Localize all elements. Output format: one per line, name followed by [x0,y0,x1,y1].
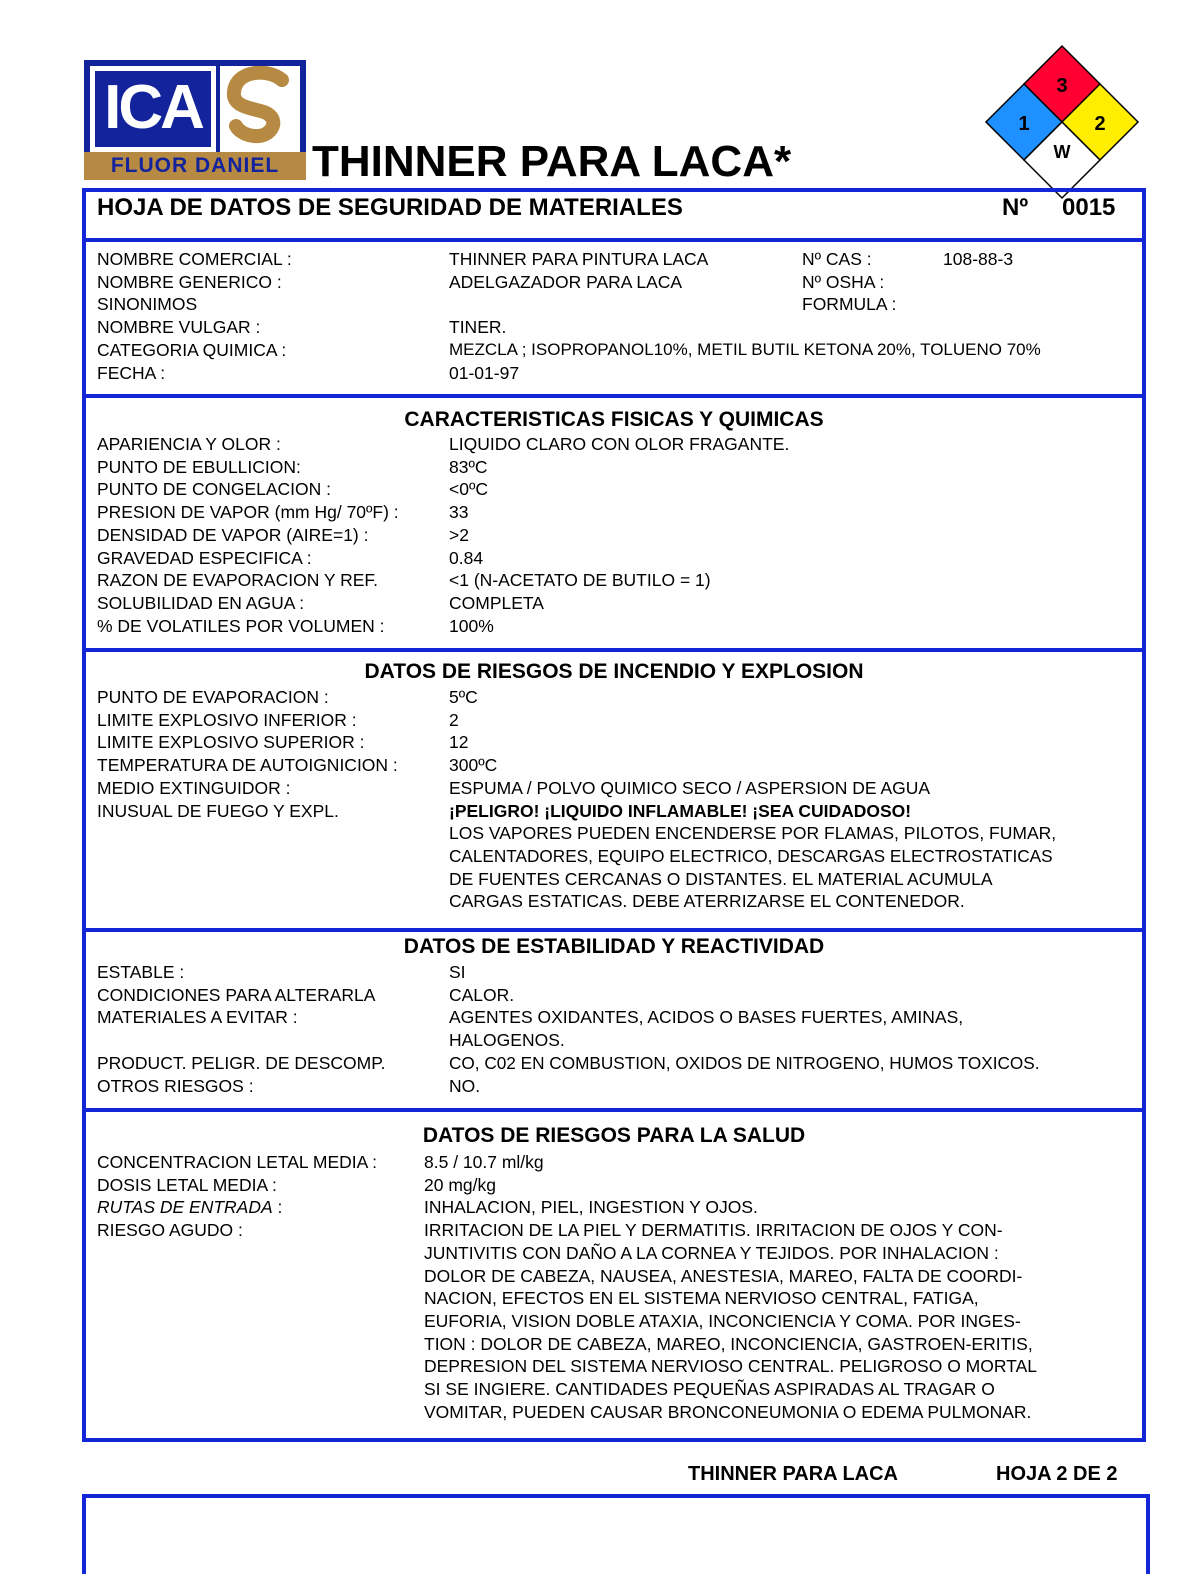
cas-value: 108-88-3 [943,249,1014,269]
ident-label: SINONIMOS [97,294,198,315]
logo-fluor-daniel-text: FLUOR DANIEL [84,152,306,180]
health-section-title: DATOS DE RIESGOS PARA LA SALUD [422,1124,806,1147]
nfpa-flammability: 3 [1056,75,1068,97]
osha-label: Nº OSHA : [802,271,885,292]
stab-value: AGENTES OXIDANTES, ACIDOS O BASES FUERTES, AMINAS, [449,1007,964,1028]
routes-label-suffix: : [272,1197,283,1218]
fire-note-line: CALENTADORES, EQUIPO ELECTRICO, DESCARGAS ELECTROSTATICAS [449,845,1053,866]
next-page-frame [82,1494,1150,1574]
health-label: CONCENTRACION LETAL MEDIA : [97,1152,378,1172]
logo-ica-text: ICA [90,66,216,152]
fire-value: 300ºC [449,755,498,776]
cas-label: Nº CAS : [802,249,872,269]
nfpa-health: 1 [1018,113,1030,135]
fire-label: LIMITE EXPLOSIVO SUPERIOR : [97,732,365,753]
phys-label: APARIENCIA Y OLOR : [97,434,281,454]
stab-label: ESTABLE : [97,962,185,982]
fire-value: ESPUMA / POLVO QUIMICO SECO / ASPERSION DE AGUA [449,777,931,798]
fire-label: PUNTO DE EVAPORACION : [97,687,329,707]
phys-value: <1 (N-ACETATO DE BUTILO = 1) [449,570,711,591]
health-label [97,1196,282,1219]
fire-note-line: DE FUENTES CERCANAS O DISTANTES. EL MATERIAL ACUMULA [449,868,993,889]
routes-label: RUTAS DE ENTRADA [97,1197,273,1218]
fire-label: LIMITE EXPLOSIVO INFERIOR : [97,709,357,730]
stab-label: MATERIALES A EVITAR : [97,1007,298,1028]
ident-value: MEZCLA ; ISOPROPANOL10%, METIL BUTIL KETONA 20%, TOLUENO 70% [449,339,1041,359]
nfpa-hazard-diamond [984,44,1140,200]
health-note-line: VOMITAR, PUEDEN CAUSAR BRONCONEUMONIA O EDEMA PULMONAR. [424,1401,1032,1422]
phys-label: % DE VOLATILES POR VOLUMEN : [97,615,385,636]
ident-label: NOMBRE GENERICO : [97,271,282,292]
logo-emblem [220,66,300,152]
health-label: RIESGO AGUDO : [97,1220,243,1241]
phys-value: COMPLETA [449,592,544,613]
stab-value: SI [449,962,466,982]
health-note-line: SI SE INGIERE. CANTIDADES PEQUEÑAS ASPIRADAS AL TRAGAR O [424,1379,995,1399]
stability-section-title: DATOS DE ESTABILIDAD Y REACTIVIDAD [403,935,825,958]
phys-label: PUNTO DE CONGELACION : [97,479,332,500]
product-title: THINNER PARA LACA* [312,137,792,186]
phys-value: LIQUIDO CLARO CON OLOR FRAGANTE. [449,434,790,454]
nfpa-special: W [1053,142,1071,162]
health-label: DOSIS LETAL MEDIA : [97,1174,277,1195]
health-note-line: JUNTIVITIS CON DAÑO A LA CORNEA Y TEJIDOS. POR INHALACION : [424,1242,999,1263]
ident-label: FECHA : [97,362,166,383]
ident-label: NOMBRE VULGAR : [97,317,261,338]
health-value: INHALACION, PIEL, INGESTION Y OJOS. [424,1197,758,1218]
stab-label: CONDICIONES PARA ALTERARLA [97,984,376,1005]
health-value: 8.5 / 10.7 ml/kg [424,1152,544,1172]
ident-value: TINER. [449,317,507,338]
health-note-line: EUFORIA, VISION DOBLE ATAXIA, INCONCIENCIA Y COMA. POR INGES- [424,1310,1021,1331]
stab-label: OTROS RIESGOS : [97,1075,254,1096]
fire-note-line: CARGAS ESTATICAS. DEBE ATERRIZARSE EL CONTENEDOR. [449,891,965,912]
phys-value: <0ºC [449,479,488,500]
footer-product: THINNER PARA LACA [688,1463,898,1485]
fire-label: MEDIO EXTINGUIDOR : [97,777,291,798]
phys-value: 0.84 [449,547,484,568]
footer-page: HOJA 2 DE 2 [996,1463,1118,1485]
fire-value: 2 [449,709,459,730]
fire-section-title: DATOS DE RIESGOS DE INCENDIO Y EXPLOSION [364,660,864,683]
sheet-number: 0015 [1062,194,1116,221]
health-note-line: DEPRESION DEL SISTEMA NERVIOSO CENTRAL. PELIGROSO O MORTAL [424,1356,1037,1377]
health-value: IRRITACION DE LA PIEL Y DERMATITIS. IRRITACION DE OJOS Y CON- [424,1220,1003,1241]
phys-label: RAZON DE EVAPORACION Y REF. [97,570,379,591]
health-note-line: DOLOR DE CABEZA, NAUSEA, ANESTESIA, MAREO, FALTA DE COORDI- [424,1265,1023,1286]
stab-label: PRODUCT. PELIGR. DE DESCOMP. [97,1052,386,1073]
formula-label: FORMULA : [802,294,897,315]
fire-value: 12 [449,732,469,753]
fire-label: INUSUAL DE FUEGO Y EXPL. [97,800,339,821]
phys-label: PRESION DE VAPOR (mm Hg/ 70ºF) : [97,502,399,523]
stab-value: NO. [449,1075,481,1096]
phys-label: PUNTO DE EBULLICION: [97,456,301,477]
ident-label: NOMBRE COMERCIAL : [97,249,292,269]
sheet-number-label: Nº [1002,194,1029,221]
stab-value: CALOR. [449,984,515,1005]
phys-value: >2 [449,524,469,545]
ident-value: ADELGAZADOR PARA LACA [449,271,683,292]
physical-section-title: CARACTERISTICAS FISICAS Y QUIMICAS [404,408,824,431]
fire-value: 5ºC [449,687,478,707]
sheet-title: HOJA DE DATOS DE SEGURIDAD DE MATERIALES [97,194,683,221]
fire-label: TEMPERATURA DE AUTOIGNICION : [97,755,398,776]
fire-warning: ¡PELIGRO! ¡LIQUIDO INFLAMABLE! ¡SEA CUIDADOSO! [449,800,912,821]
ident-value: 01-01-97 [449,362,520,383]
stab-value: CO, C02 EN COMBUSTION, OXIDOS DE NITROGENO, HUMOS TOXICOS. [449,1052,1040,1073]
ident-label: CATEGORIA QUIMICA : [97,339,287,360]
stab-value: HALOGENOS. [449,1030,565,1051]
nfpa-reactivity: 2 [1094,113,1106,135]
health-note-line: TION : DOLOR DE CABEZA, MAREO, INCONCIENCIA, GASTROEN-ERITIS, [424,1333,1033,1354]
phys-label: DENSIDAD DE VAPOR (AIRE=1) : [97,524,369,545]
phys-value: 33 [449,502,469,523]
phys-label: SOLUBILIDAD EN AGUA : [97,592,305,613]
health-value: 20 mg/kg [424,1174,496,1195]
health-note-line: NACION, EFECTOS EN EL SISTEMA NERVIOSO CENTRAL, FATIGA, [424,1288,979,1309]
phys-label: GRAVEDAD ESPECIFICA : [97,547,312,568]
company-logo [84,60,306,180]
ident-value: THINNER PARA PINTURA LACA [449,249,709,269]
phys-value: 83ºC [449,456,488,477]
phys-value: 100% [449,615,494,636]
fire-note-line: LOS VAPORES PUEDEN ENCENDERSE POR FLAMAS, PILOTOS, FUMAR, [449,823,1057,844]
